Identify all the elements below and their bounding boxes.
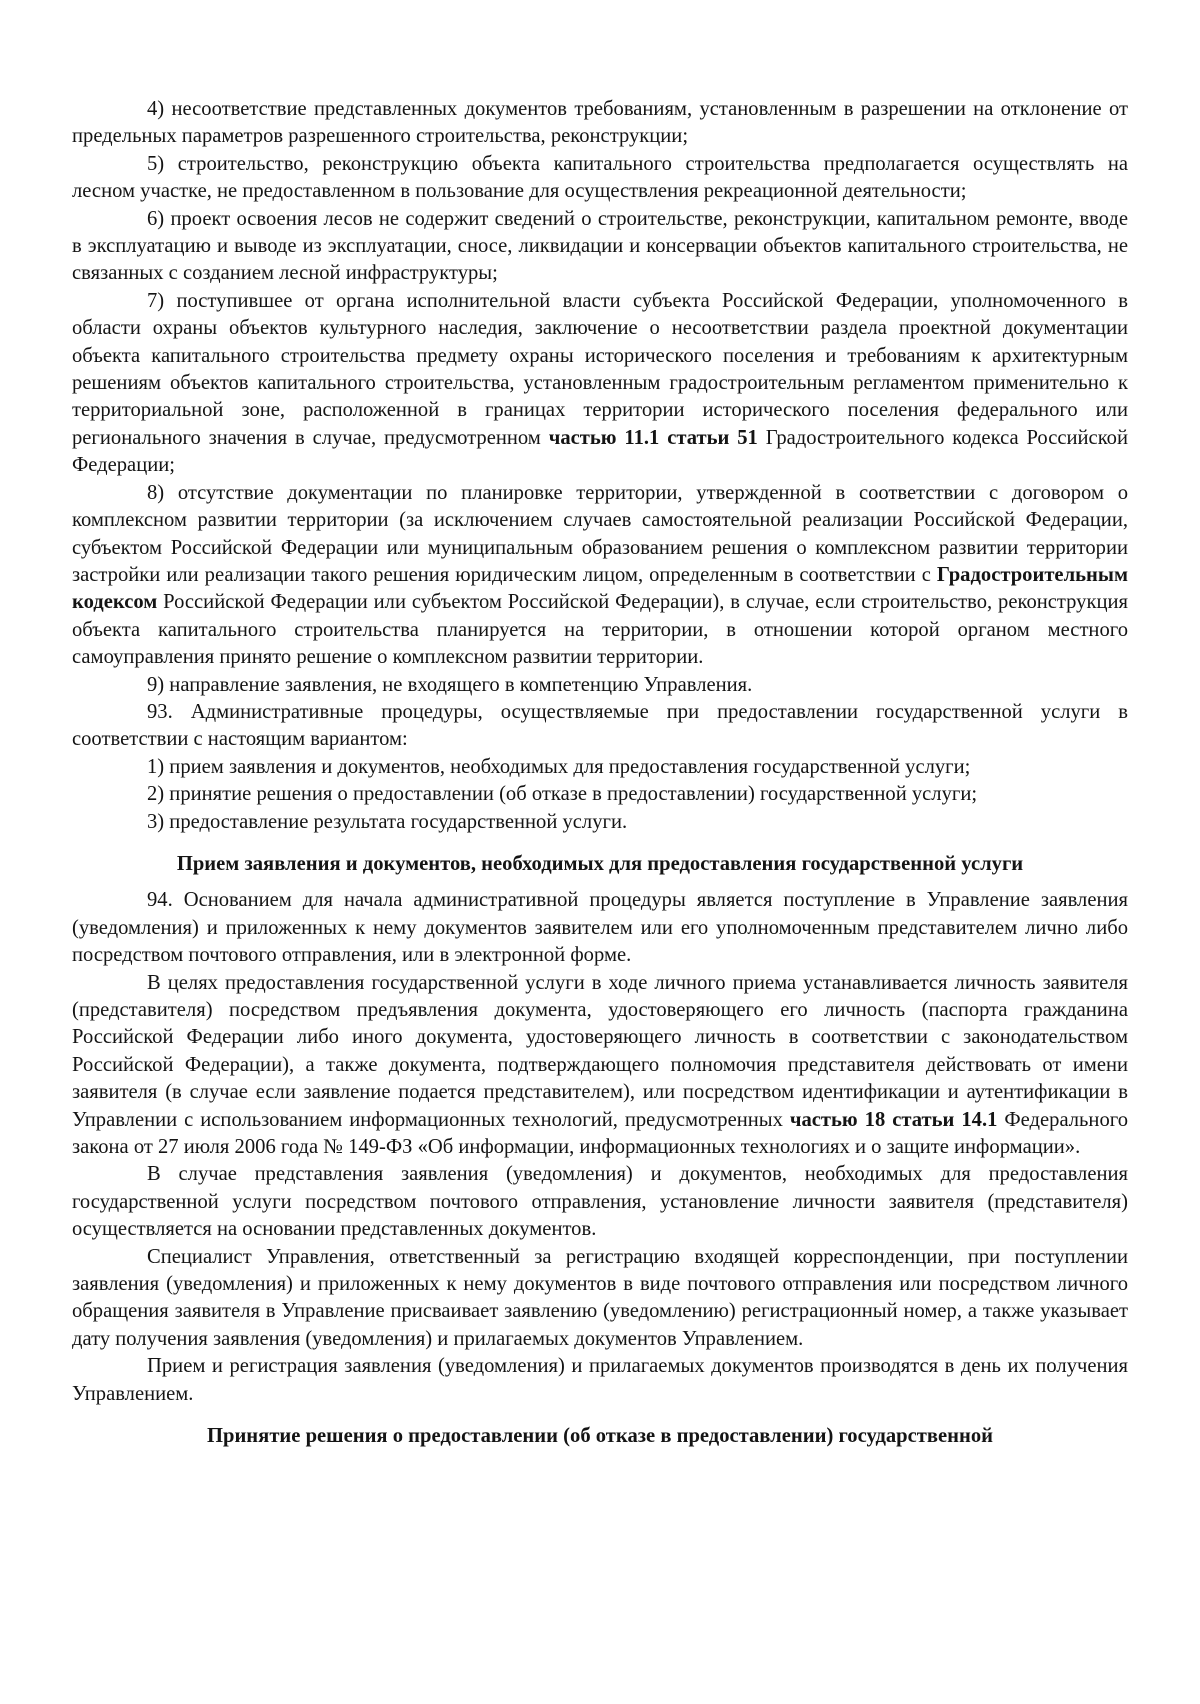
- paragraph-identification: [72, 970, 1128, 1162]
- paragraph-registration: Прием и регистрация заявления (уведомления) и прилагаемых документов производятся в день их получения Управлением.: [72, 1355, 1128, 1405]
- paragraph-93: 93. Административные процедуры, осуществляемые при предоставлении государственной услуги в соответствии с настоящим вариантом:: [72, 700, 1128, 751]
- paragraph-item-7: [72, 288, 1128, 480]
- paragraph-identification-tail: Федерального закона от 27 июля 2006 года № 149-ФЗ «Об информации, информационных технологиях и о защите информации».: [72, 1108, 1128, 1159]
- paragraph-item-8-reference: Градостроительным кодексом: [72, 563, 1128, 614]
- paragraph-item-8-text: 8) отсутствие документации по планировке территории, утвержденной в соответствии с договором о комплексном развитии территории (за исключением случаев самостоятельной реализации Российской Федерации, субъектом Российской Федерации или муниципальным образованием решения о комплексном развитии территории застройки или реализации такого решения юридическим лицом, определенным в соответствии с: [72, 481, 1128, 586]
- paragraph-94: 94. Основанием для начала административной процедуры является поступление в Управление заявления (уведомления) и приложенных к нему документов заявителем или его уполномоченным представителем лично либо посредством почтового отправления, или в электронной форме.: [72, 889, 1128, 967]
- paragraph-item-7-tail: Градостроительного кодекса Российской Федерации;: [72, 426, 1128, 477]
- section-heading-decision: Принятие решения о предоставлении (об отказе в предоставлении) государственной: [206, 1425, 994, 1448]
- section-heading-reception: Прием заявления и документов, необходимых для предоставления государственной услуги: [176, 852, 1024, 875]
- paragraph-identification-text: В целях предоставления государственной услуги в ходе личного приема устанавливается личность заявителя (представителя) посредством предъявления документа, удостоверяющего его личность (паспорта гражданина Российской Федерации либо иного документа, удостоверяющего личность в соответствии с законодательством Российской Федерации), а также документа, подтверждающего полномочия представителя действовать от имени заявителя (в случае если заявление подается представителем), или посредством идентификации и аутентификации в Управлении с использованием информационных технологий, предусмотренных: [72, 971, 1128, 1131]
- procedure-item-2: 2) принятие решения о предоставлении (об отказе в предоставлении) государственной услуги;: [147, 783, 978, 806]
- procedure-item-3: 3) предоставление результата государственной услуги.: [147, 810, 628, 833]
- paragraph-item-7-reference: частью 11.1 статьи 51: [548, 426, 758, 449]
- paragraph-item-7-text: 7) поступившее от органа исполнительной власти субъекта Российской Федерации, уполномоченного в области охраны объектов культурного наследия, заключение о несоответствии раздела проектной документации объекта капитального строительства предмету охраны исторического поселения и требованиям к архитектурным решениям объектов капитального строительства, установленным градостроительным регламентом применительно к территориальной зоне, расположенной в границах территории исторического поселения федерального или регионального значения в случае, предусмотренном: [72, 289, 1128, 449]
- document-page: [72, 96, 1128, 1451]
- paragraph-item-9: 9) направление заявления, не входящего в компетенцию Управления.: [147, 673, 753, 696]
- paragraph-identification-reference: частью 18 статьи 14.1: [789, 1108, 998, 1131]
- procedure-item-1: 1) прием заявления и документов, необходимых для предоставления государственной услуги;: [147, 755, 971, 778]
- paragraph-item-8: [72, 480, 1128, 672]
- paragraph-postal: В случае представления заявления (уведомления) и документов, необходимых для предоставления государственной услуги посредством почтового отправления, установление личности заявителя (представителя) осуществляется на основании представленных документов.: [72, 1163, 1128, 1241]
- paragraph-item-8-tail: Российской Федерации или субъектом Российской Федерации), в случае, если строительство, реконструкция объекта капитального строительства планируется на территории, в отношении которой органом местного самоуправления принято решение о комплексном развитии территории.: [72, 591, 1128, 669]
- paragraph-item-6: 6) проект освоения лесов не содержит сведений о строительстве, реконструкции, капитальном ремонте, вводе в эксплуатацию и выводе из эксплуатации, сносе, ликвидации и консервации объектов капитального строительства, не связанных с созданием лесной инфраструктуры;: [72, 207, 1128, 285]
- paragraph-item-4: 4) несоответствие представленных документов требованиям, установленным в разрешении на отклонение от предельных параметров разрешенного строительства, реконструкции;: [72, 98, 1128, 148]
- paragraph-item-5: 5) строительство, реконструкцию объекта капитального строительства предполагается осуществлять на лесном участке, не предоставленном в пользование для осуществления рекреационной деятельности;: [72, 152, 1128, 203]
- paragraph-specialist: Специалист Управления, ответственный за регистрацию входящей корреспонденции, при поступлении заявления (уведомления) и приложенных к нему документов в виде почтового отправления или посредством личного обращения заявителя в Управление присваивает заявлению (уведомлению) регистрационный номер, а также указывает дату получения заявления (уведомления) и прилагаемых документов Управлением.: [72, 1245, 1128, 1350]
